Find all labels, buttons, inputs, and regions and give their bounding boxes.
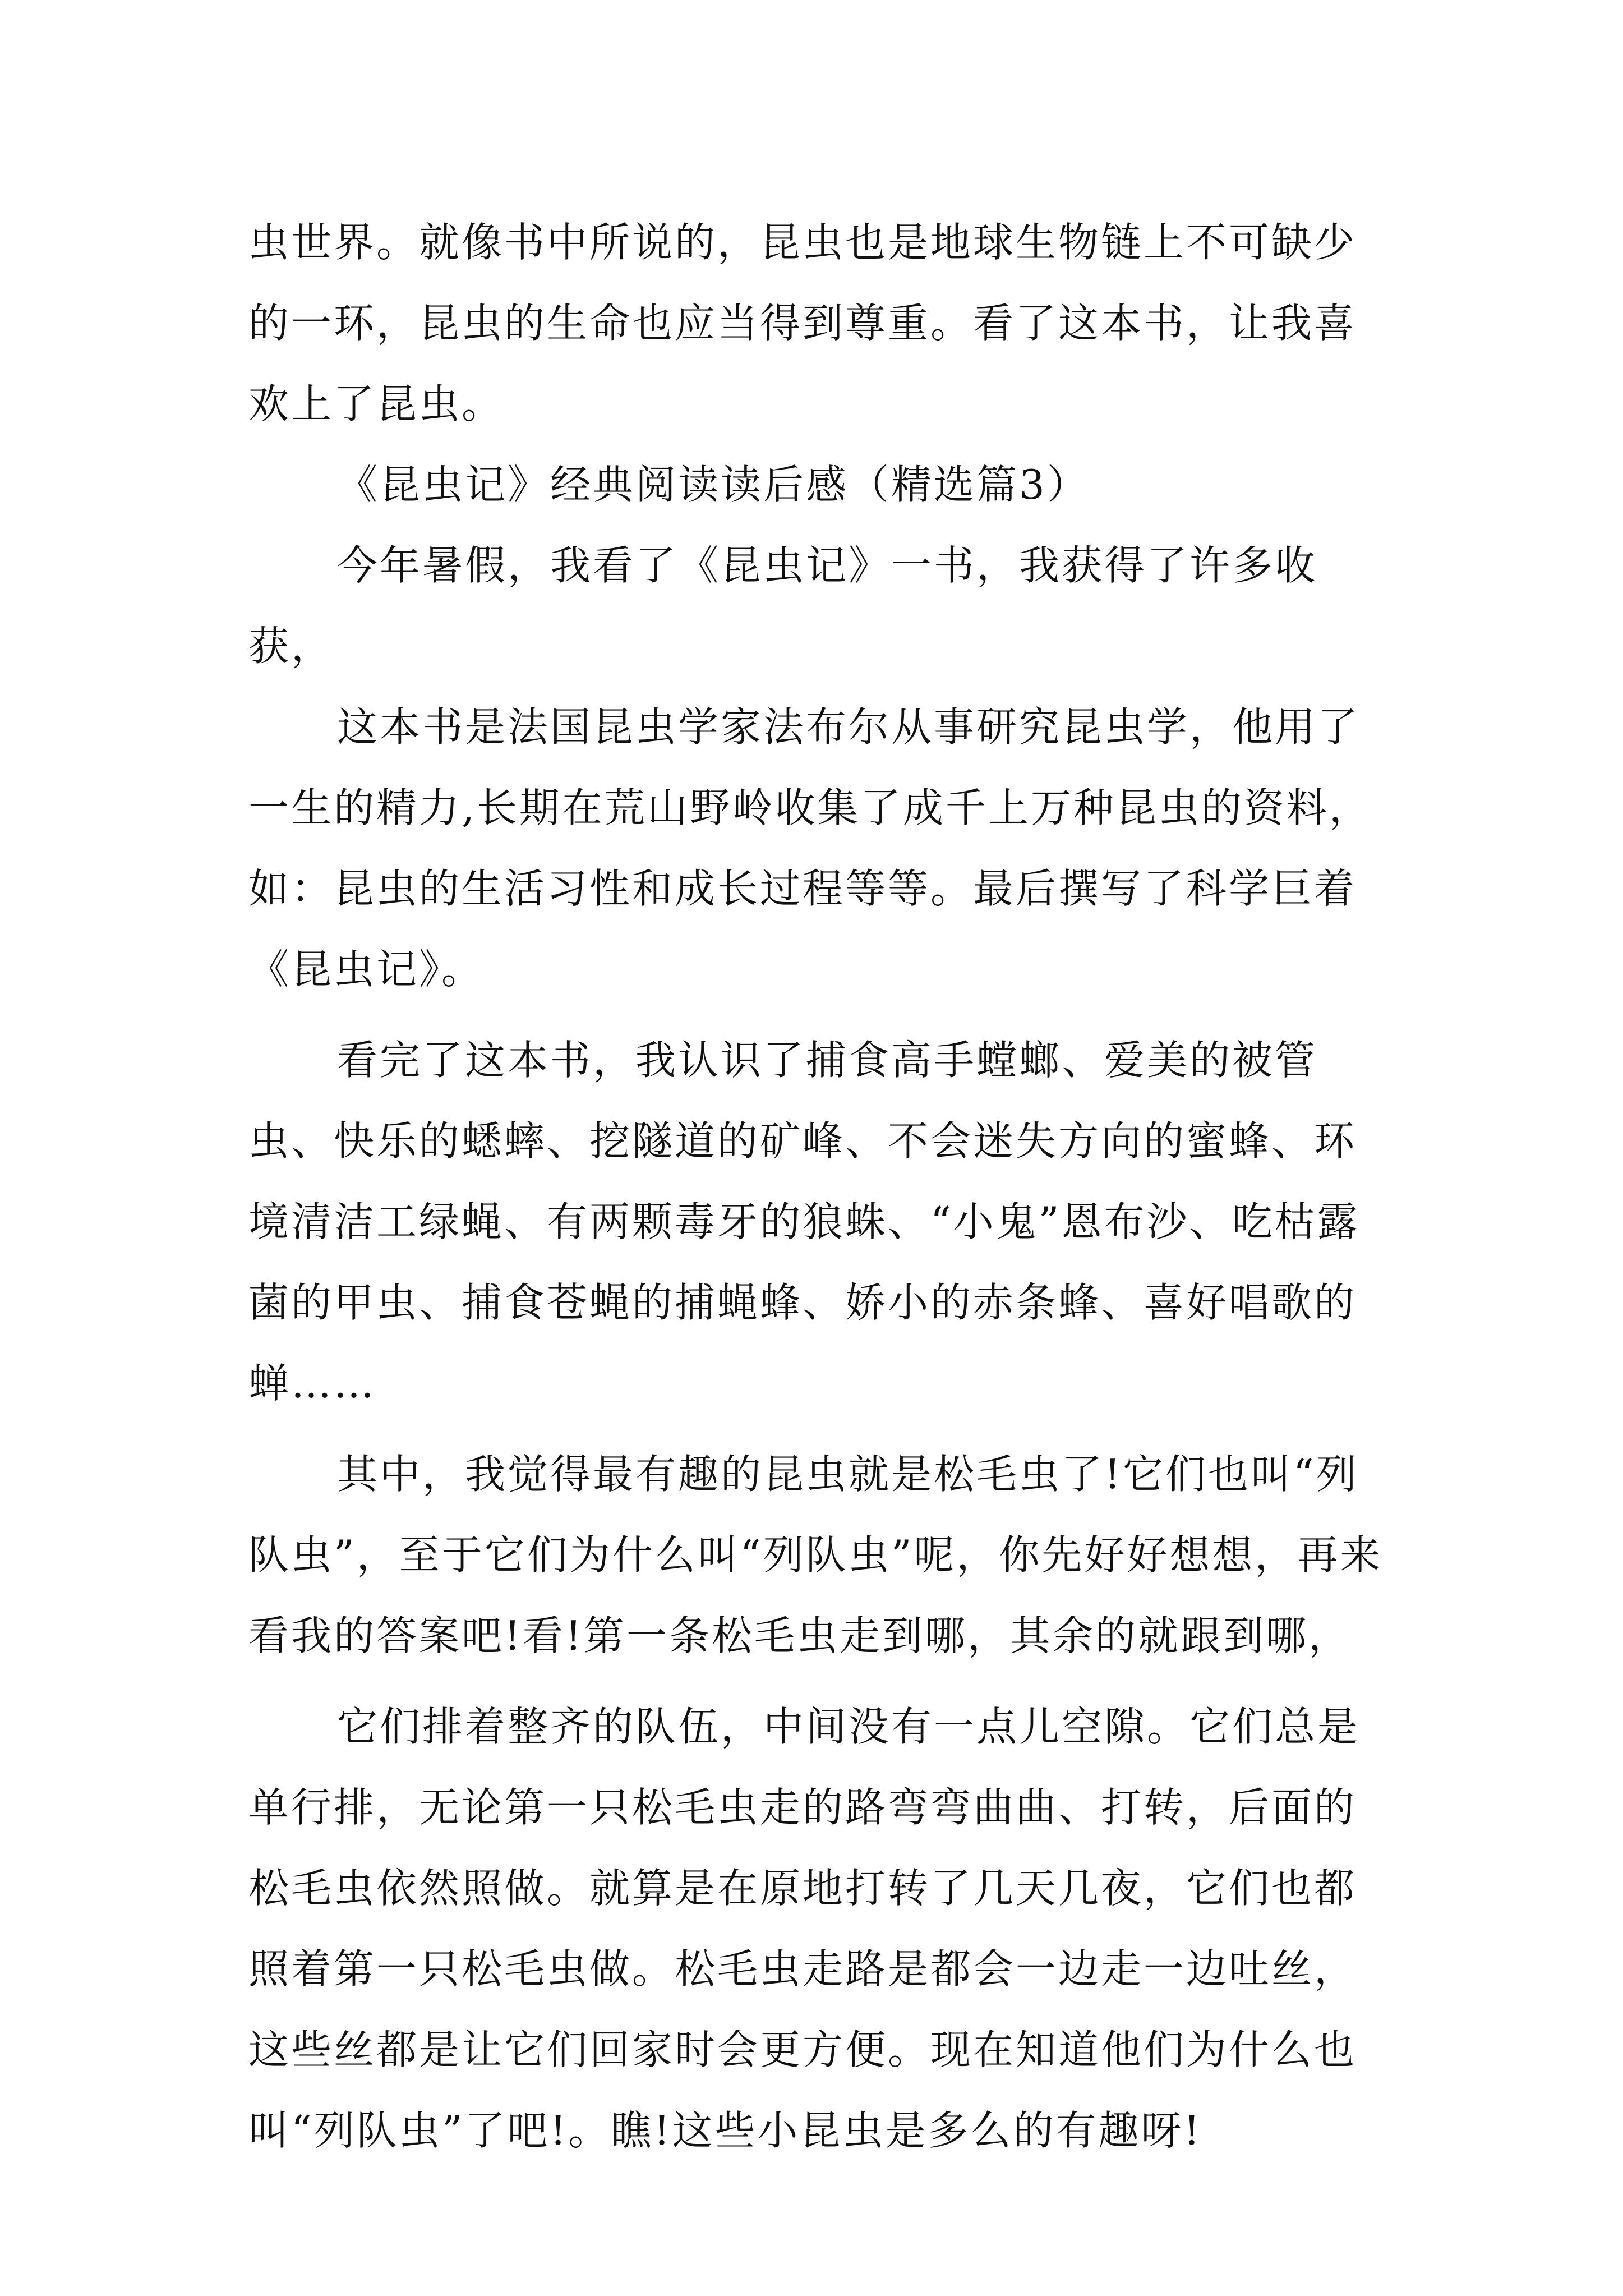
paragraph-continuation: 虫世界。就像书中所说的，昆虫也是地球生物链上不可缺少的一环，昆虫的生命也应当得到尊重。看了这本书，让我喜欢上了昆虫。 <box>248 219 1357 427</box>
paragraph: 这本书是法国昆虫学家法布尔从事研究昆虫学，他用了一生的精力,长期在荒山野岭收集了成千上万种昆虫的资料，如：昆虫的生活习性和成长过程等等。最后撰写了科学巨着《昆虫记》。 <box>248 703 1372 993</box>
paragraph: 看完了这本书，我认识了捕食高手螳螂、爱美的被管虫、快乐的蟋蟀、挖隧道的矿峰、不会迷失方向的蜜蜂、环境清洁工绿蝇、有两颗毒牙的狼蛛、“小鬼”恩布沙、吃枯露菌的甲虫、捕食苍蝇的捕蝇蜂、娇小的赤条蜂、喜好唱歌的蝉…… <box>248 1037 1360 1407</box>
paragraph: 它们排着整齐的队伍，中间没有一点儿空隙。它们总是单行排，无论第一只松毛虫走的路弯弯曲曲、打转，后面的松毛虫依然照做。就算是在原地打转了几天几夜，它们也都照着第一只松毛虫做。松毛虫走路是都会一边走一边吐丝，这些丝都是让它们回家时会更方便。现在知道他们为什么也叫“列队虫”了吧!。瞧!这些小昆虫是多么的有趣呀! <box>248 1703 1361 2154</box>
paragraph: 今年暑假，我看了《昆虫记》一书，我获得了许多收获， <box>248 542 1318 670</box>
paragraph: 其中，我觉得最有趣的昆虫就是松毛虫了!它们也叫“列队虫”，至于它们为什么叫“列队虫”呢，你先好好想想，再来看我的答案吧!看!第一条松毛虫走到哪，其余的就跟到哪， <box>248 1451 1383 1659</box>
document-body <box>248 202 1398 2171</box>
section-heading: 《昆虫记》经典阅读读后感（精选篇3） <box>337 461 1090 508</box>
